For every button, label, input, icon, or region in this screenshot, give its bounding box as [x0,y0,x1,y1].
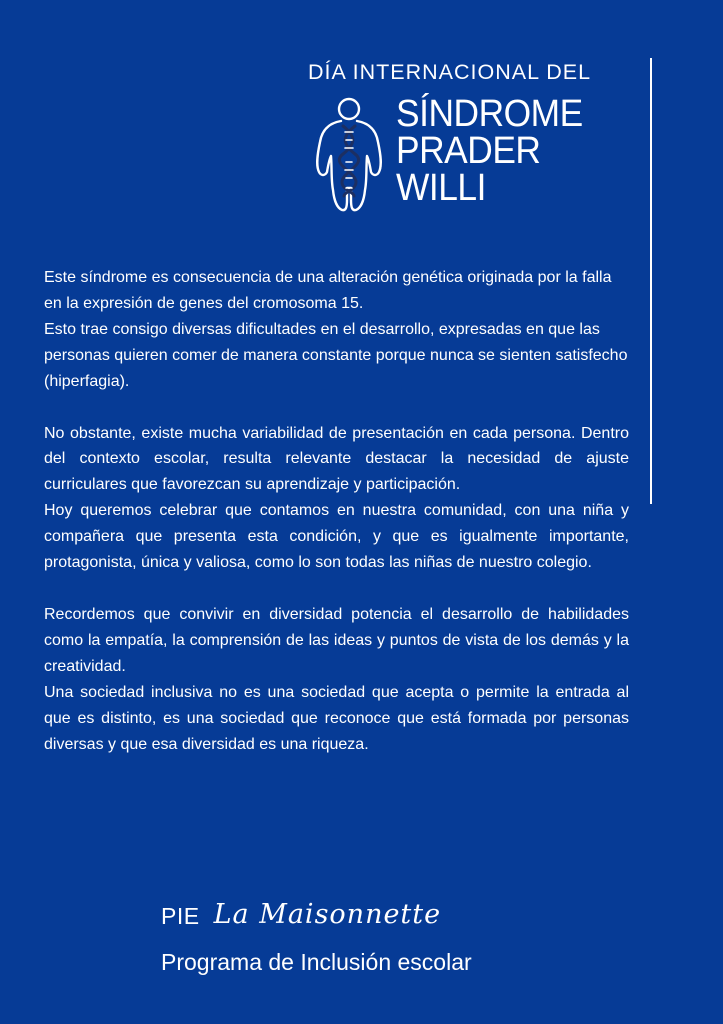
paragraph-celebration: Hoy queremos celebrar que contamos en nuestra comunidad, con una niña y compañera que presenta esta condición, y que es igualmente importante, protagonista, única y valiosa, como lo son todas las niñas de nuestro colegio. [44,502,629,572]
paragraph-inclusive-society: Una sociedad inclusiva no es una sociedad que acepta o permite la entrada al que es distinto, es una sociedad que reconoce que está formada por personas diversas y que esa diversidad es una riqueza. [44,683,629,753]
footer-prefix: PIE [161,903,200,929]
header-pretitle: DÍA INTERNACIONAL DEL [308,60,592,84]
paragraph-definition: Este síndrome es consecuencia de una alteración genética originada por la falla en la expresión de genes del cromosoma 15. [44,269,612,312]
paragraph-variability: No obstante, existe mucha variabilidad de presentación en cada persona. Dentro del contexto escolar, resulta relevante destacar la necesidad de ajuste curriculares que favorezcan su aprendizaje y participación. [44,424,629,494]
title-line-3: WILLI [396,167,486,209]
brand-logo-text: La Maisonnette [213,899,442,930]
paragraph-consequences: Esto trae consigo diversas dificultades en el desarrollo, expresadas en que las personas quieren comer de manera constante porque nunca se sienten satisfecho (hiperfagia). [44,320,628,390]
body-text [44,265,629,757]
title-line-2: PRADER [396,130,541,172]
person-dna-icon [310,92,388,214]
paragraph-diversity: Recordemos que convivir en diversidad potencia el desarrollo de habilidades como la empatía, la comprensión de las ideas y puntos de vista de los demás y la creatividad. [44,605,629,675]
footer [161,900,472,976]
footer-subtitle: Programa de Inclusión escolar [161,949,472,975]
title-line-1: SÍNDROME [396,93,583,135]
vertical-divider-line [650,58,652,504]
title-block [396,93,583,209]
